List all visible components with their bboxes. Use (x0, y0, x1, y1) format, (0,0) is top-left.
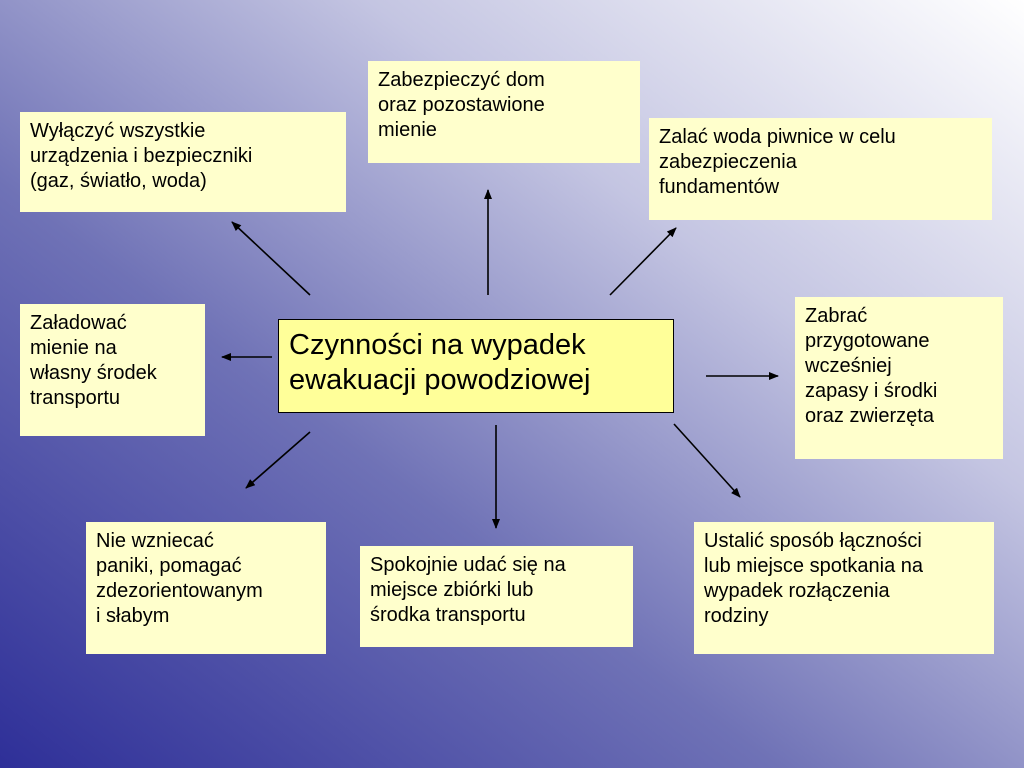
action-box-bottom-left (86, 522, 326, 654)
action-text: Wyłączyć wszystkie urządzenia i bezpieczniki (gaz, światło, woda) (30, 120, 253, 192)
central-topic-box (278, 319, 674, 413)
action-text: Załadować mienie na własny środek transportu (30, 312, 157, 409)
arrow-top-right (610, 228, 676, 295)
arrow-bottom-left (246, 432, 310, 488)
action-text: Ustalić sposób łączności lub miejsce spotkania na wypadek rozłączenia rodziny (704, 530, 924, 627)
central-topic-text: Czynności na wypadek ewakuacji powodziowej (289, 329, 591, 396)
action-text: Zabezpieczyć dom oraz pozostawione mienie (378, 69, 545, 141)
action-text: Zabrać przygotowane wcześniej zapasy i środki oraz zwierzęta (805, 305, 938, 427)
action-box-right (795, 297, 1003, 459)
action-box-top-center (368, 61, 640, 163)
action-box-left (20, 304, 205, 436)
action-box-top-right (649, 118, 992, 220)
action-text: Spokojnie udać się na miejsce zbiórki lub środka transportu (370, 554, 566, 626)
action-text: Nie wzniecać paniki, pomagać zdezorientowanym i słabym (96, 530, 263, 627)
action-text: Zalać woda piwnice w celu zabezpieczenia fundamentów (659, 126, 896, 198)
action-box-bottom-center (360, 546, 633, 647)
arrow-bottom-right (674, 424, 740, 497)
action-box-bottom-right (694, 522, 994, 654)
action-box-top-left (20, 112, 346, 212)
arrow-top-left (232, 222, 310, 295)
